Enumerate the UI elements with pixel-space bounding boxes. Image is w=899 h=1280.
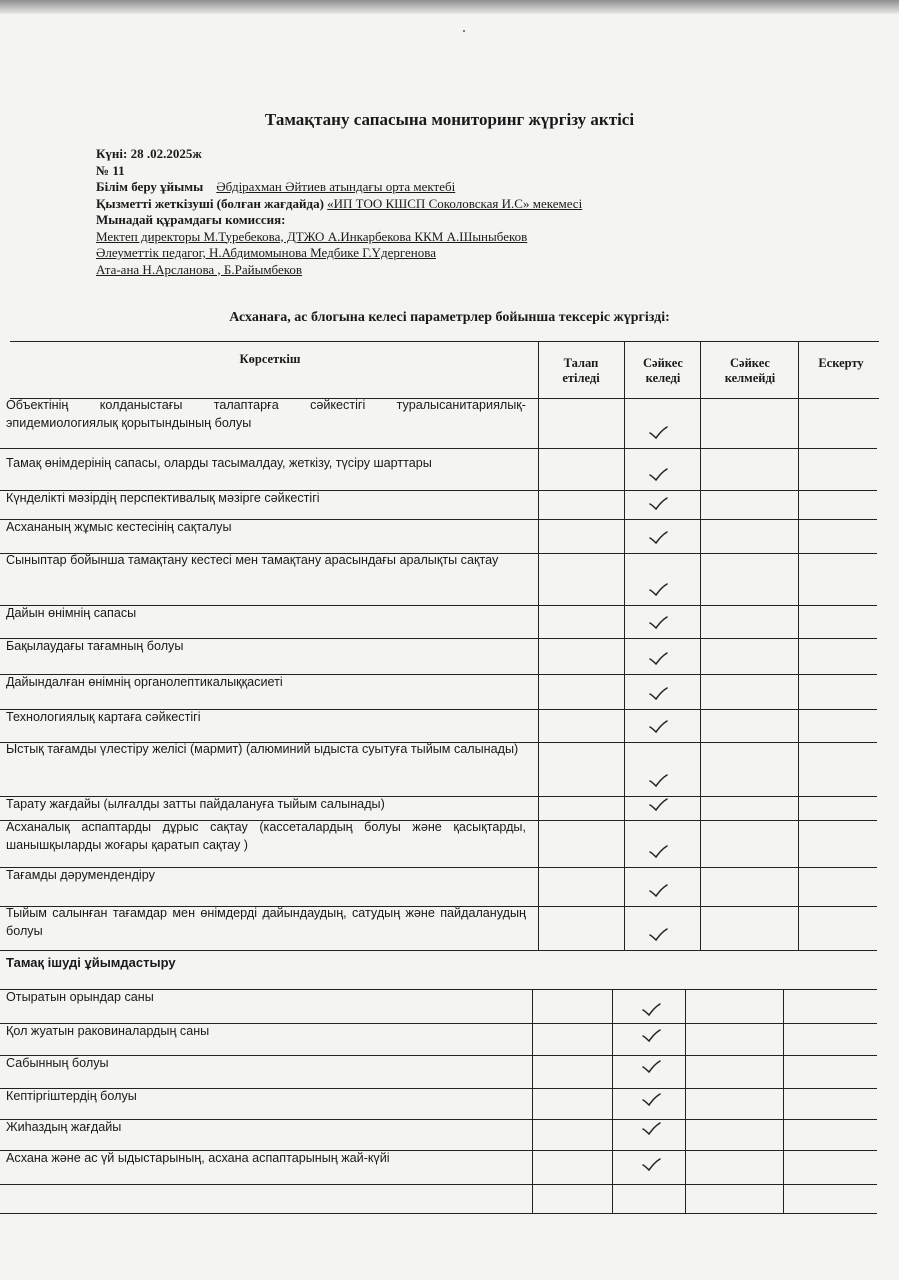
compliant-checkmark [641,1029,661,1043]
indicator-row-text: Жиһаздың жағдайы [6,1120,122,1134]
indicator-row-text: Бақылаудағы тағамның болуы [6,639,184,653]
indicator-row-text: Қол жуатын раковиналардың саны [6,1024,210,1038]
compliant-checkmark [648,774,668,788]
header-indicator: Көрсеткіш [239,352,301,366]
table-column-border [538,341,539,950]
checkmark-icon [648,687,668,701]
table-column-border [700,341,701,950]
checkmark-icon [648,426,668,440]
compliant-checkmark [641,1060,661,1074]
checkmark-icon [641,1093,661,1107]
school-value: Әбдірахман Әйтиев атындағы орта мектебі [216,179,456,194]
table-column-border [798,341,799,950]
indicator-row-text: Тағамды дәрумендендіру [6,868,155,882]
indicator-row-text: Тарату жағдайы (ылғалды затты пайдалануға тыйым салынады) [6,797,385,811]
checkmark-icon [641,1122,661,1136]
header-required: Талап етіледі [562,356,600,385]
checkmark-icon [648,652,668,666]
indicator-row-text: Отыратын орындар саны [6,990,154,1004]
checkmark-icon [648,616,668,630]
checkmark-icon [648,497,668,511]
compliant-checkmark [641,1003,661,1017]
indicator-row-text: Асхана және ас үй ыдыстарының, асхана аспаптарының жай-күйі [6,1151,390,1165]
checkmark-icon [648,845,668,859]
indicator-row-text: Тамақ өнімдерінің сапасы, оларды тасымалдау, жеткізу, түсіру шарттары [6,456,432,470]
compliant-checkmark [648,531,668,545]
compliant-checkmark [648,468,668,482]
compliant-checkmark [641,1122,661,1136]
table-row-border [0,1213,877,1214]
table-column-border [783,989,784,1213]
table-top-border [10,341,879,342]
inspection-subtitle: Асханаға, ас блогына келесі параметрлер бойынша тексеріс жүргізді: [229,310,670,325]
date-line: Күні: 28 .02.2025ж [96,146,202,161]
checkmark-icon [641,1003,661,1017]
scan-speck [463,30,465,32]
section-title-dining: Тамақ ішуді ұйымдастыру [6,955,176,970]
checkmark-icon [648,468,668,482]
checkmark-icon [641,1060,661,1074]
commission-line-3: Ата-ана Н.Арсланова , Б.Райымбеков [96,261,303,277]
supplier-line [96,196,582,213]
commission-line-2: Әлеуметтік педагог, Н.Абдимомынова Медбике Г.Үдергенова [96,245,436,260]
table-column-border [532,989,533,1213]
checkmark-icon [641,1158,661,1172]
document-title: Тамақтану сапасына мониторинг жүргізу актісі [264,110,635,129]
table-column-border [685,989,686,1213]
number-line: № 11 [96,162,125,178]
school-line [96,179,582,196]
compliant-checkmark [648,884,668,898]
compliant-checkmark [648,720,668,734]
indicator-row-text: Дайындалған өнімнің органолептикалыққасиеті [6,675,283,689]
checkmark-icon [641,1029,661,1043]
scan-edge-shade [0,0,899,14]
header-noncompliant: Сәйкес келмейді [724,356,776,385]
checkmark-icon [648,884,668,898]
table-column-border [612,989,613,1213]
indicator-row-text: Ыстық тағамды үлестіру желісі (мармит) (алюминий ыдыста суытуға тыйым салынады) [6,742,519,756]
table-column-border [624,341,625,950]
supplier-label: Қызметті жеткізуші (болған жағдайда) [96,195,324,211]
checkmark-icon [648,798,668,812]
header-note: Ескерту [818,356,864,370]
table-row-border [0,1184,877,1185]
compliant-checkmark [648,652,668,666]
table-row-border [0,448,877,449]
indicator-row-text: Асхананың жұмыс кестесінің сақталуы [6,520,232,534]
indicator-row-text: Дайын өнімнің сапасы [6,606,137,620]
compliant-checkmark [648,616,668,630]
indicator-row-text: Сабынның болуы [6,1056,109,1070]
header-compliant: Сәйкес келеді [643,356,683,385]
compliant-checkmark [641,1093,661,1107]
indicator-row-text: Асханалық аспаптарды дұрыс сақтау (кассеталардың болуы және қасықтарды, шанышқыларды жоғары қаратып сақтау ) [6,820,526,852]
compliant-checkmark [648,687,668,701]
compliant-checkmark [648,497,668,511]
indicator-row-text: Сыныптар бойынша тамақтану кестесі мен тамақтану арасындағы аралықты сақтау [6,553,499,567]
checkmark-icon [648,583,668,597]
supplier-value: «ИП ТОО КШСП Соколовская И.С» мекемесі [327,195,583,211]
indicator-row-text: Объектінің колданыстағы талаптарға сәйкестігі туралысанитариялық-эпидемиологиялық қорытындының болуы [6,398,526,430]
document-header [96,146,582,278]
checkmark-icon [648,928,668,942]
compliant-checkmark [648,845,668,859]
compliant-checkmark [641,1158,661,1172]
checkmark-icon [648,720,668,734]
table-row-border [0,950,877,951]
indicator-row-text: Технологиялық картаға сәйкестігі [6,710,201,724]
indicator-row-text: Кептіргіштердің болуы [6,1089,137,1103]
compliant-checkmark [648,798,668,812]
indicator-row-text: Тыйым салынған тағамдар мен өнімдерді дайындаудың, сатудың және пайдаланудың болуы [6,906,526,938]
compliant-checkmark [648,928,668,942]
school-label: Білім беру ұйымы [96,179,204,194]
commission-label: Мынадай құрамдағы комиссия: [96,212,286,227]
checkmark-icon [648,531,668,545]
commission-line-1: Мектеп директоры М.Туребекова, ДТЖО А.Инкарбекова ККМ А.Шыныбеков [96,228,528,244]
compliant-checkmark [648,583,668,597]
compliant-checkmark [648,426,668,440]
checkmark-icon [648,774,668,788]
indicator-row-text: Күнделікті мәзірдің перспективалық мәзірге сәйкестігі [6,491,320,505]
